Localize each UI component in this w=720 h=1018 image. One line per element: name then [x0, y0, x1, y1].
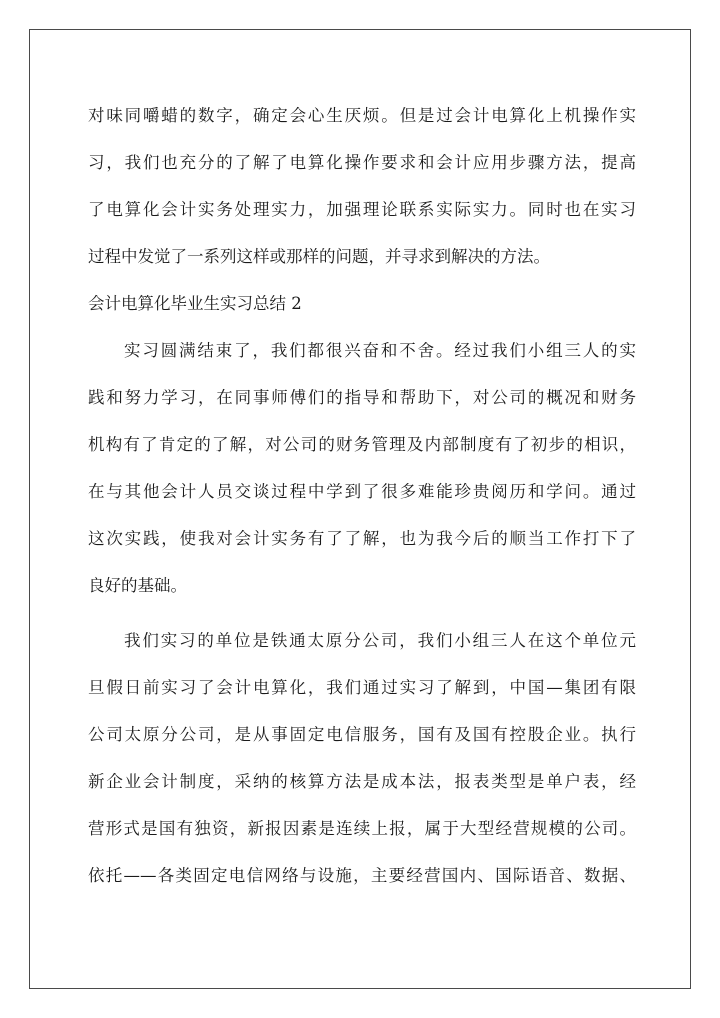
document-body: [88, 92, 636, 899]
text-line: 对味同嚼蜡的数字，确定会心生厌烦。但是过会计电算化上机操作实: [88, 106, 636, 125]
text-line: 这次实践，使我对会计实务有了了解，也为我今后的顺当工作打下了: [88, 529, 636, 548]
text-line: 新企业会计制度，采纳的核算方法是成本法，报表类型是单户表，经: [88, 772, 636, 791]
text-line: 习，我们也充分的了解了电算化操作要求和会计应用步骤方法，提高: [88, 153, 636, 172]
text-line: 旦假日前实习了会计电算化，我们通过实习了解到，中国—集团有限: [88, 678, 636, 697]
text-line: 机构有了肯定的了解，对公司的财务管理及内部制度有了初步的相识，: [88, 435, 636, 454]
text-line: 践和努力学习，在同事师傅们的指导和帮助下，对公司的概况和财务: [88, 388, 636, 407]
text-line: 良好的基础。: [88, 576, 187, 595]
paragraph-intro: [88, 92, 636, 280]
text-line: 了电算化会计实务处理实力，加强理论联系实际实力。同时也在实习: [88, 200, 636, 219]
paragraph-summary: [88, 327, 636, 609]
paragraph-company: [88, 617, 636, 899]
text-line: 公司太原分公司，是从事固定电信服务，国有及国有控股企业。执行: [88, 725, 636, 744]
paragraph-spacer: [88, 609, 636, 617]
text-line: 过程中发觉了一系列这样或那样的问题，并寻求到解决的方法。: [88, 247, 550, 266]
text-line: 营形式是国有独资，新报因素是连续上报，属于大型经营规模的公司。: [88, 819, 636, 838]
text-line: 依托——各类固定电信网络与设施，主要经营国内、国际语音、数据、: [88, 866, 636, 885]
text-line: 在与其他会计人员交谈过程中学到了很多难能珍贵阅历和学问。通过: [88, 482, 636, 501]
section-heading: 会计电算化毕业生实习总结 2: [88, 294, 302, 313]
text-line: 我们实习的单位是铁通太原分公司，我们小组三人在这个单位元: [124, 631, 636, 650]
text-line: 实习圆满结束了，我们都很兴奋和不舍。经过我们小组三人的实: [124, 341, 636, 360]
